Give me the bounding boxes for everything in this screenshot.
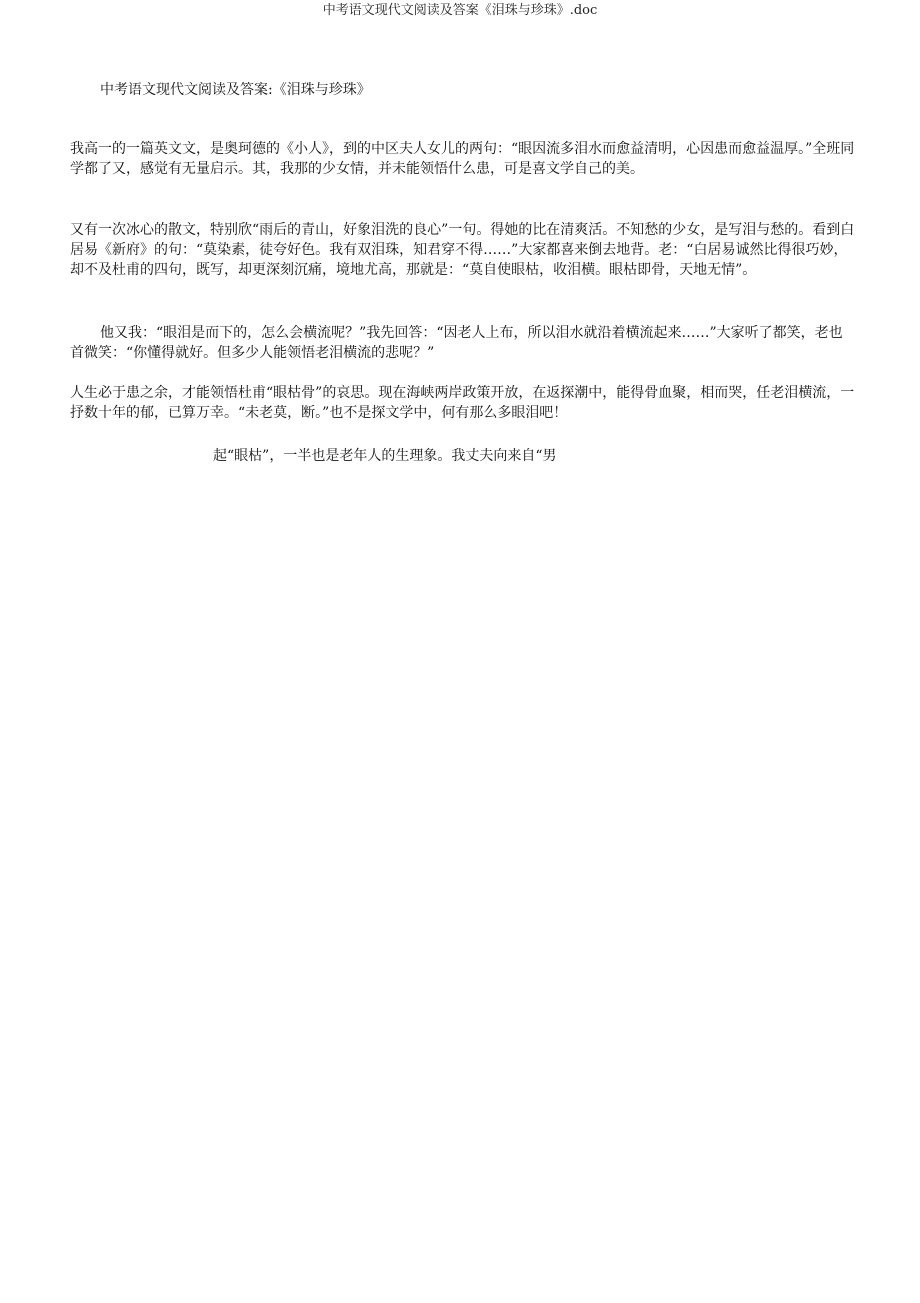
paragraph-2: 又有一次冰心的散文，特别欣“雨后的青山，好象泪洗的良心”一句。得她的比在清爽活。不知愁的少女，是写泪与愁的。看到白居易《新府》的句：“莫染素，徒夸好色。我有双泪珠，知君穿不得……”大家都喜来倒去地背。老：“白居易诚然比得很巧妙，却不及杜甫的四句，既写，却更深刻沉痛，境地尤高，那就是：“莫自使眼枯，收泪横。眼枯即骨，天地无情”。	[70, 222, 855, 278]
paragraph-3: 他又我：“眼泪是而下的，怎么会横流呢？”我先回答：“因老人上布，所以泪水就沿着横流起来……”大家听了都笑，老也首微笑：“你懂得就好。但多少人能领悟老泪横流的悲呢？”	[70, 325, 843, 361]
page-header-filename: 中考语文现代文阅读及答案《泪珠与珍珠》.doc	[322, 3, 598, 18]
document-title: 中考语文现代文阅读及答案:《泪珠与珍珠》	[100, 82, 371, 98]
paragraph-5-fragment: 起“眼枯”，一半也是老年人的生理象。我丈夫向来自“男	[213, 448, 557, 464]
paragraph-4: 人生必于患之余，才能领悟杜甫“眼枯骨”的哀思。现在海峡两岸政策开放，在返探潮中，能得骨血聚，相而哭，任老泪横流，一抒数十年的郁，已算万幸。“未老莫，断。”也不是探文学中，何有那么多眼泪吧！	[70, 385, 855, 421]
paragraph-1: 我高一的一篇英文文，是奥珂德的《小人》，到的中区夫人女儿的两句：“眼因流多泪水而愈益清明，心因患而愈益温厚。”全班同学都了又，感觉有无量启示。其，我那的少女情，并未能领悟什么患，可是喜文学自己的美。	[70, 141, 855, 177]
